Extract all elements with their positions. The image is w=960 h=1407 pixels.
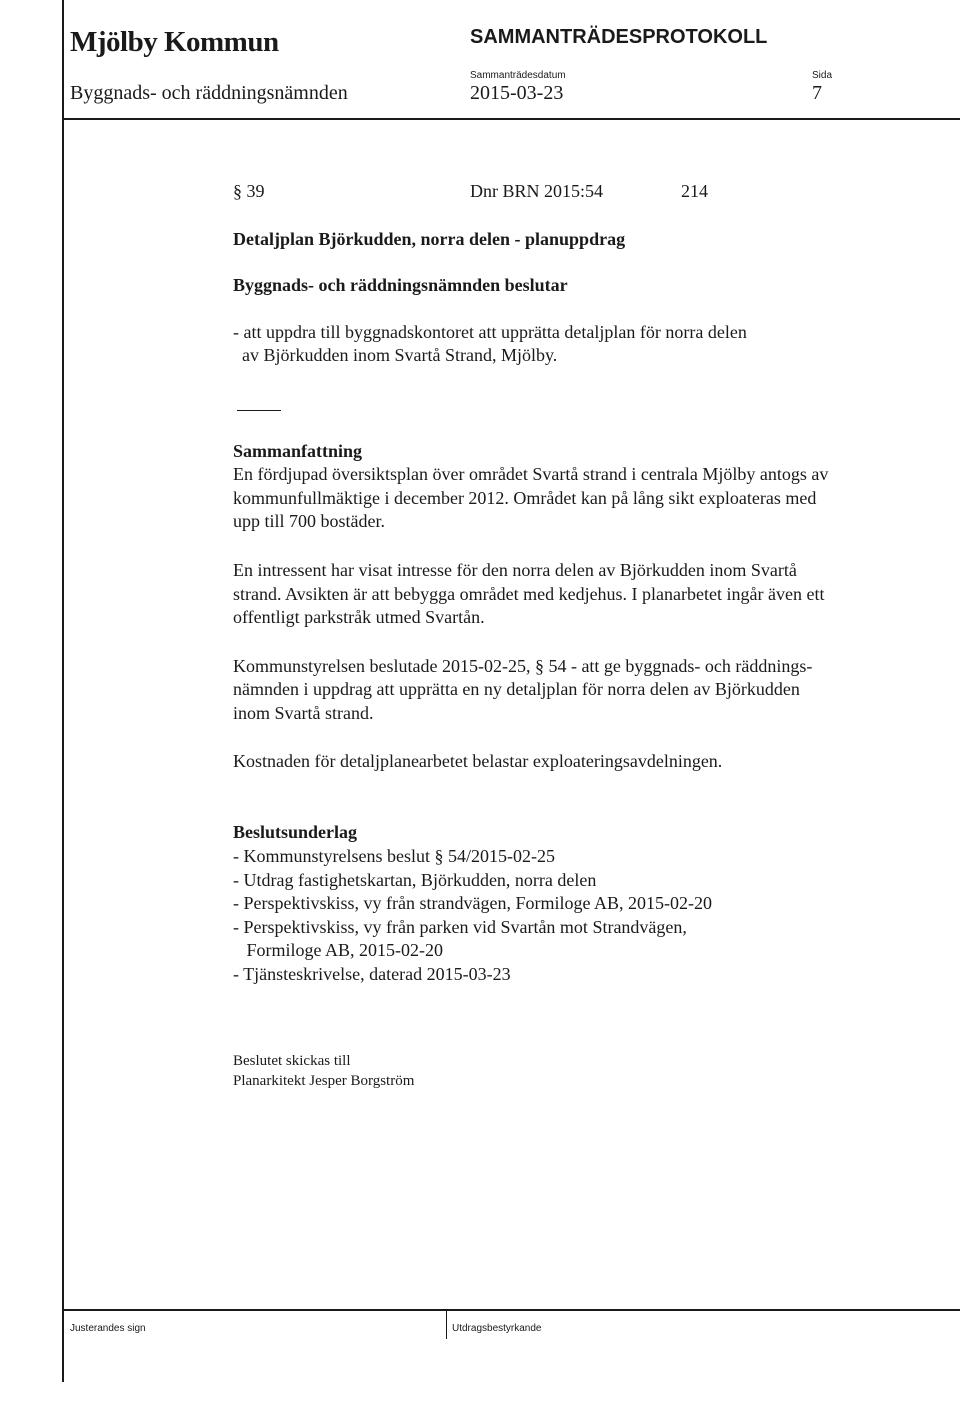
decision-line-1: - att uppdra till byggnadskontoret att upprätta detaljplan för norra delen <box>233 322 747 342</box>
case-title: Detaljplan Björkudden, norra delen - planuppdrag <box>233 229 626 249</box>
meeting-date: 2015-03-23 <box>470 82 564 104</box>
organization-name: Mjölby Kommun <box>70 26 279 58</box>
summary-p2-line-2: strand. Avsikten är att bebygga området med kedjehus. I planarbetet ingår även ett <box>233 584 825 604</box>
date-label: Sammanträdesdatum <box>470 70 566 81</box>
decision-heading: Byggnads- och räddningsnämnden beslutar <box>233 275 568 295</box>
basis-item-4: - Perspektivskiss, vy från parken vid Svartån mot Strandvägen, <box>233 917 687 937</box>
footer-divider <box>62 1309 960 1311</box>
distribution-heading: Beslutet skickas till <box>233 1053 351 1069</box>
summary-p3-line-3: inom Svartå strand. <box>233 703 374 723</box>
basis-item-2: - Utdrag fastighetskartan, Björkudden, norra delen <box>233 870 597 890</box>
summary-p3-line-2: nämnden i uppdrag att upprätta en ny detaljplan för norra delen av Björkudden <box>233 679 800 699</box>
document-type: SAMMANTRÄDESPROTOKOLL <box>470 26 768 48</box>
summary-p4-line-1: Kostnaden för detaljplanearbetet belastar exploateringsavdelningen. <box>233 751 723 771</box>
adjuster-signature-label: Justerandes sign <box>70 1323 146 1334</box>
basis-item-5: - Tjänsteskrivelse, daterad 2015-03-23 <box>233 964 511 984</box>
basis-heading: Beslutsunderlag <box>233 822 358 842</box>
summary-p2-line-3: offentligt parkstråk utmed Svartån. <box>233 607 485 627</box>
left-margin-rule <box>62 0 64 1382</box>
summary-p1-line-1: En fördjupad översiktsplan över området Svartå strand i centrala Mjölby antogs av <box>233 464 829 484</box>
paragraph-number: § 39 <box>233 181 265 201</box>
summary-p2-line-1: En intressent har visat intresse för den norra delen av Björkudden inom Svartå <box>233 560 797 580</box>
page-number: 7 <box>812 82 822 104</box>
footer-column-divider <box>446 1309 447 1339</box>
page-label: Sida <box>812 70 833 81</box>
extract-certification-label: Utdragsbestyrkande <box>452 1323 542 1334</box>
basis-item-3: - Perspektivskiss, vy från strandvägen, Formiloge AB, 2015-02-20 <box>233 893 712 913</box>
header-divider <box>62 118 960 120</box>
summary-p1-line-3: upp till 700 bostäder. <box>233 511 385 531</box>
committee-name: Byggnads- och räddningsnämnden <box>70 82 348 104</box>
case-number: 214 <box>681 181 708 201</box>
section-separator <box>237 410 281 411</box>
case-dnr: Dnr BRN 2015:54 <box>470 181 604 201</box>
summary-p3-line-1: Kommunstyrelsen beslutade 2015-02-25, § 54 - att ge byggnads- och räddnings- <box>233 656 813 676</box>
basis-item-4-cont: Formiloge AB, 2015-02-20 <box>233 940 443 960</box>
decision-line-2: av Björkudden inom Svartå Strand, Mjölby. <box>233 345 558 365</box>
summary-p1-line-2: kommunfullmäktige i december 2012. Området kan på lång sikt exploateras med <box>233 488 817 508</box>
basis-item-1: - Kommunstyrelsens beslut § 54/2015-02-25 <box>233 846 555 866</box>
summary-heading: Sammanfattning <box>233 441 363 461</box>
distribution-recipient: Planarkitekt Jesper Borgström <box>233 1073 415 1089</box>
